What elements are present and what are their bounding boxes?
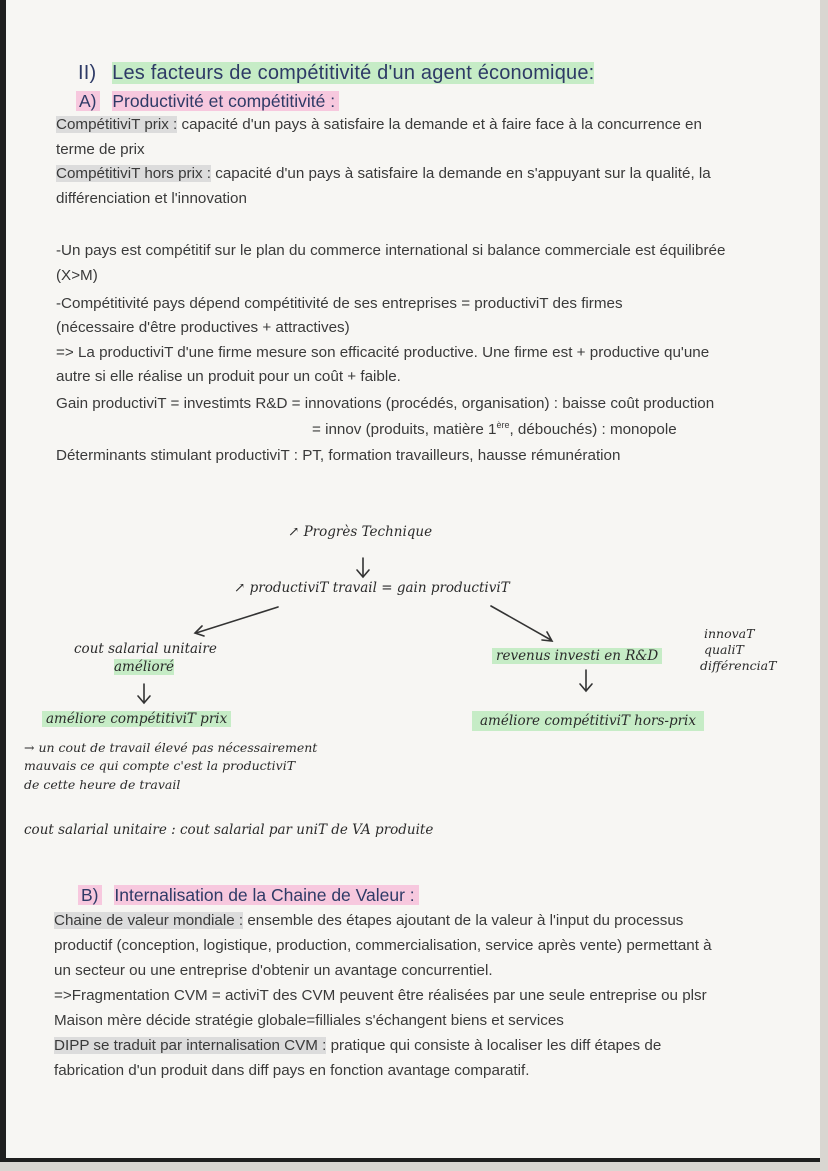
text-line: autre si elle réalise un produit pour un coût + faible. [56,368,401,385]
superscript: ère [496,420,510,430]
diagram-node-cout: cout salarial unitaire [74,641,217,657]
definition-text: capacité d'un pays à satisfaire la demande et à faire face à la concurrence en [177,116,702,133]
text-line: (X>M) [56,267,98,284]
text-line: terme de prix [56,141,145,158]
definition-dipp [54,1037,661,1054]
text-part: , débouchés) : monopole [509,421,677,439]
subsection-a-letter: A) [76,91,100,111]
highlight: améliore compétitiviT prix [42,711,231,727]
text-line: productif (conception, logistique, production, commercialisation, service après vente) permettant à [54,937,712,954]
subsection-a-title: Productivité et compétitivité : [112,91,339,111]
diagram-side-note: innovaT [704,626,755,641]
text-line: différenciation et l'innovation [56,190,247,207]
subsection-b-heading [78,885,419,906]
diagram-node-progres: ↗ Progrès Technique [288,524,433,540]
definition-term: DIPP se traduit par internalisation CVM : [54,1037,327,1054]
text-line: Maison mère décide stratégie globale=filliales s'échangent biens et services [54,1012,564,1029]
definition-text: capacité d'un pays à satisfaire la demande en s'appuyant sur la qualité, la [211,165,711,182]
arrow-left-icon [196,607,278,633]
definition-term: Chaine de valeur mondiale : [54,912,244,929]
highlight: amélioré [114,659,175,675]
definition-term: CompétitiviT hors prix : [56,165,212,182]
diagram-node-competitivite-hors-prix [472,713,704,729]
definition-term: CompétitiviT prix : [56,116,178,133]
subsection-b-letter: B) [78,885,102,905]
text-line: (nécessaire d'être productives + attractives) [56,319,350,336]
text-line: =>Fragmentation CVM = activiT des CVM peuvent être réalisées par une seule entreprise ou plsr [54,987,707,1004]
text-line: => La productiviT d'une firme mesure son efficacité productive. Une firme est + productive qu'une [56,344,710,361]
section-number: II) [78,62,97,84]
definition-text: pratique qui consiste à localiser les diff étapes de [326,1037,662,1054]
highlight: améliore compétitiviT hors-prix [472,711,704,731]
diagram-node-productivite: ↗ productiviT travail = gain productiviT [234,580,510,596]
arrow-right-icon [491,606,551,640]
diagram-node-revenus [492,648,662,664]
text-line: un secteur ou une entreprise d'obtenir un avantage concurrentiel. [54,962,493,979]
handwritten-note: de cette heure de travail [24,777,181,792]
text-line: -Un pays est compétitif sur le plan du commerce international si balance commerciale est équilibrée [56,242,726,259]
handwritten-definition: cout salarial unitaire : cout salarial par uniT de VA produite [24,822,434,838]
text-line: -Compétitivité pays dépend compétitivité de ses entreprises = productiviT des firmes [56,295,623,312]
diagram-side-note: qualiT [704,642,744,657]
diagram-node-competitivite-prix [42,711,231,727]
diagram-side-note: différenciaT [700,658,777,673]
definition-cvm [54,912,683,929]
text-line: Déterminants stimulant productiviT : PT, formation travailleurs, hausse rémunération [56,447,621,464]
handwritten-note: mauvais ce qui compte c'est la productiviT [24,758,296,773]
text-line: fabrication d'un produit dans diff pays en fonction avantage comparatif. [54,1062,530,1079]
text-line: Gain productiviT = investimts R&D = innovations (procédés, organisation) : baisse coût production [56,395,715,412]
handwritten-note: → un cout de travail élevé pas nécessairement [24,740,318,755]
section-title: Les facteurs de compétitivité d'un agent économique: [112,62,595,84]
definition-text: ensemble des étapes ajoutant de la valeur à l'input du processus [243,912,684,929]
subsection-b-title: Internalisation de la Chaine de Valeur : [114,885,418,905]
diagram-node-ameliore [114,659,174,675]
text-part: = innov (produits, matière 1 [312,421,497,439]
highlight: revenus investi en R&D [492,648,662,664]
